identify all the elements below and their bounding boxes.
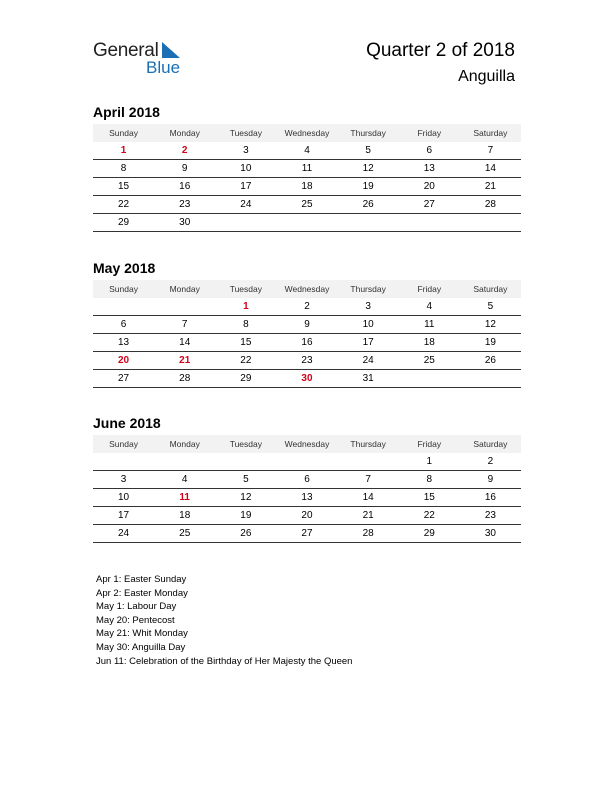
day-name: Sunday <box>109 439 138 449</box>
holiday-note: May 20: Pentecost <box>96 614 175 626</box>
day-cell: 17 <box>362 337 374 348</box>
week-row <box>93 142 521 160</box>
day-name: Tuesday <box>229 439 262 449</box>
day-cell: 21 <box>362 510 374 521</box>
day-cell: 5 <box>243 474 249 485</box>
day-cell: 28 <box>362 528 374 539</box>
week-row <box>93 453 521 471</box>
day-name: Thursday <box>350 128 386 138</box>
week-row <box>93 489 521 507</box>
day-names-row <box>93 280 521 298</box>
day-cell: 30 <box>179 217 191 228</box>
day-cell: 11 <box>179 492 190 503</box>
day-cell: 28 <box>484 199 496 210</box>
day-cell: 12 <box>240 492 252 503</box>
day-cell: 21 <box>484 181 496 192</box>
day-cell: 5 <box>365 145 371 156</box>
holiday-note: May 30: Anguilla Day <box>96 641 186 653</box>
day-name: Friday <box>417 128 442 138</box>
month-april <box>93 104 521 232</box>
day-cell: 26 <box>240 528 252 539</box>
day-name: Tuesday <box>229 128 262 138</box>
day-cell: 6 <box>120 319 127 330</box>
day-name: Monday <box>169 284 200 294</box>
day-cell: 23 <box>301 355 313 366</box>
day-name: Saturday <box>473 439 508 449</box>
day-cell: 29 <box>118 217 130 228</box>
day-name: Saturday <box>473 284 508 294</box>
day-cell: 25 <box>423 355 435 366</box>
day-cell: 16 <box>301 337 313 348</box>
day-cell: 5 <box>487 301 494 312</box>
day-name: Thursday <box>350 439 386 449</box>
country-name: Anguilla <box>458 68 515 85</box>
day-cell: 22 <box>240 355 252 366</box>
week-row <box>93 525 521 543</box>
day-cell: 3 <box>243 145 249 156</box>
day-cell: 13 <box>118 337 130 348</box>
day-name: Sunday <box>109 284 138 294</box>
day-name: Wednesday <box>284 128 330 138</box>
day-cell: 14 <box>179 337 191 348</box>
day-name: Sunday <box>109 128 138 138</box>
day-cell: 30 <box>484 528 496 539</box>
day-cell: 10 <box>362 319 374 330</box>
holiday-note: Apr 1: Easter Sunday <box>96 574 187 585</box>
holiday-notes <box>96 573 352 668</box>
day-cell: 25 <box>179 528 191 539</box>
day-cell: 24 <box>240 199 252 210</box>
day-cell: 14 <box>362 492 374 503</box>
day-cell: 15 <box>240 337 252 348</box>
week-row <box>93 214 521 232</box>
logo-word-general: General <box>93 40 159 61</box>
day-cell: 11 <box>424 319 435 330</box>
month-may <box>93 260 521 388</box>
logo-word-blue: Blue <box>146 58 181 77</box>
day-cell: 1 <box>243 301 249 312</box>
holiday-note: May 1: Labour Day <box>96 601 177 613</box>
day-cell: 23 <box>179 199 191 210</box>
day-cell: 27 <box>423 199 435 210</box>
week-row <box>93 471 521 489</box>
day-cell: 19 <box>362 181 374 192</box>
day-cell: 4 <box>304 145 310 156</box>
day-cell: 17 <box>240 181 252 192</box>
day-cell: 10 <box>118 492 130 503</box>
holiday-note: May 21: Whit Monday <box>96 628 188 640</box>
day-name: Wednesday <box>284 284 330 294</box>
day-cell: 7 <box>181 319 188 330</box>
day-cell: 12 <box>362 163 374 174</box>
day-cell: 3 <box>365 301 371 312</box>
day-cell: 11 <box>301 163 313 174</box>
day-cell: 18 <box>423 337 435 348</box>
day-cell: 7 <box>487 145 494 156</box>
day-cell: 29 <box>240 373 252 384</box>
day-name: Monday <box>169 439 200 449</box>
day-cell: 8 <box>243 319 249 330</box>
holiday-note: Apr 2: Easter Monday <box>96 587 188 599</box>
day-cell: 31 <box>362 373 374 384</box>
day-cell: 25 <box>301 199 313 210</box>
day-cell: 4 <box>181 474 188 485</box>
week-row <box>93 507 521 525</box>
day-cell: 18 <box>179 510 191 521</box>
day-cell: 13 <box>301 492 313 503</box>
day-cell: 14 <box>484 163 496 174</box>
month-title: May 2018 <box>93 260 156 276</box>
day-cell: 20 <box>118 355 130 366</box>
week-row <box>93 196 521 214</box>
week-row <box>93 370 521 388</box>
day-cell: 8 <box>120 163 127 174</box>
week-row <box>93 160 521 178</box>
day-cell: 2 <box>181 145 188 156</box>
week-row <box>93 316 521 334</box>
day-cell: 9 <box>487 474 494 485</box>
day-name: Friday <box>417 439 442 449</box>
weeks <box>93 142 521 232</box>
holiday-note: Jun 11: Celebration of the Birthday of Her Majesty the Queen <box>96 655 353 667</box>
day-name: Tuesday <box>229 284 262 294</box>
day-cell: 24 <box>118 528 130 539</box>
day-cell: 8 <box>426 474 433 485</box>
week-row <box>93 352 521 370</box>
day-cell: 10 <box>240 163 252 174</box>
day-cell: 27 <box>301 528 313 539</box>
day-cell: 26 <box>362 199 374 210</box>
day-cell: 12 <box>484 319 496 330</box>
day-name: Thursday <box>350 284 386 294</box>
day-cell: 16 <box>484 492 496 503</box>
day-cell: 22 <box>118 199 130 210</box>
day-cell: 24 <box>362 355 374 366</box>
day-cell: 20 <box>423 181 435 192</box>
day-cell: 15 <box>423 492 435 503</box>
day-cell: 18 <box>301 181 313 192</box>
page-title: Quarter 2 of 2018 <box>366 40 515 61</box>
week-row <box>93 178 521 196</box>
day-cell: 19 <box>484 337 496 348</box>
day-cell: 28 <box>179 373 191 384</box>
day-cell: 29 <box>423 528 435 539</box>
day-cell: 22 <box>423 510 435 521</box>
day-cell: 20 <box>301 510 313 521</box>
day-name: Saturday <box>473 128 508 138</box>
month-title: April 2018 <box>93 104 160 120</box>
day-cell: 2 <box>304 301 310 312</box>
day-cell: 6 <box>304 474 310 485</box>
day-cell: 13 <box>423 163 435 174</box>
week-row <box>93 298 521 316</box>
day-cell: 7 <box>365 474 371 485</box>
weeks <box>93 453 521 543</box>
day-cell: 15 <box>118 181 130 192</box>
day-cell: 3 <box>120 474 127 485</box>
day-names-row <box>93 435 521 453</box>
day-cell: 21 <box>179 355 191 366</box>
day-cell: 19 <box>240 510 252 521</box>
day-cell: 6 <box>426 145 433 156</box>
weeks <box>93 298 521 388</box>
day-cell: 30 <box>301 373 313 384</box>
day-cell: 23 <box>484 510 496 521</box>
day-cell: 9 <box>304 319 310 330</box>
day-name: Friday <box>417 284 442 294</box>
day-cell: 16 <box>179 181 191 192</box>
day-name: Wednesday <box>284 439 330 449</box>
day-cell: 26 <box>484 355 496 366</box>
day-name: Monday <box>169 128 200 138</box>
day-cell: 1 <box>426 456 433 467</box>
month-june <box>93 415 521 543</box>
day-cell: 9 <box>181 163 188 174</box>
day-cell: 2 <box>487 456 494 467</box>
day-cell: 17 <box>118 510 130 521</box>
month-title: June 2018 <box>93 415 161 431</box>
day-cell: 27 <box>118 373 130 384</box>
day-names-row <box>93 124 521 142</box>
week-row <box>93 334 521 352</box>
day-cell: 4 <box>426 301 433 312</box>
logo <box>93 40 193 80</box>
day-cell: 1 <box>120 145 127 156</box>
